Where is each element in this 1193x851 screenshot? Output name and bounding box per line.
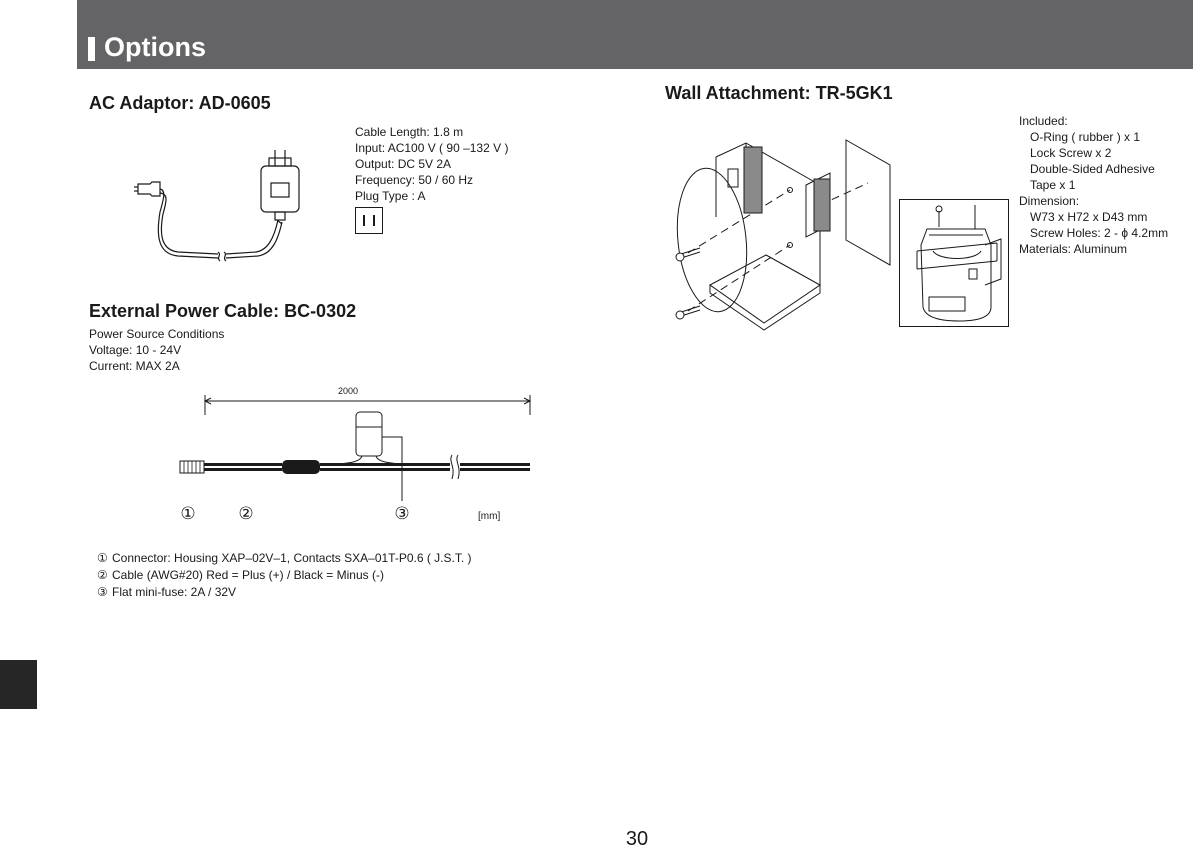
- dimension-label: 2000: [337, 386, 359, 396]
- legend-item: [97, 584, 236, 600]
- condition-line: Voltage: 10 - 24V: [89, 343, 182, 357]
- legend-number: ③: [97, 585, 108, 599]
- header-accent-bar: [88, 37, 95, 61]
- header-bar: [77, 0, 1193, 69]
- legend-number: ②: [97, 568, 108, 582]
- spec-line: Plug Type : A: [355, 189, 426, 203]
- callout-2: ②: [238, 504, 254, 523]
- ac-adaptor-specs: [355, 124, 508, 204]
- power-conditions: [89, 326, 224, 374]
- condition-line: Current: MAX 2A: [89, 359, 180, 373]
- spec-line: Frequency: 50 / 60 Hz: [355, 173, 474, 187]
- spec-line: Included:: [1019, 114, 1068, 128]
- spec-line: O-Ring ( rubber ) x 1: [1030, 130, 1141, 144]
- ac-adaptor-heading: AC Adaptor: AD-0605: [89, 93, 271, 113]
- page-number: 30: [625, 828, 649, 850]
- legend-text: Flat mini-fuse: 2A / 32V: [112, 585, 237, 599]
- spec-line: Cable Length: 1.8 m: [355, 125, 464, 139]
- transmitter-in-attachment-illustration: [899, 199, 1009, 327]
- spec-line: Screw Holes: 2 - ϕ 4.2mm: [1030, 226, 1169, 240]
- callout-1: ①: [180, 504, 196, 523]
- condition-line: Power Source Conditions: [89, 327, 225, 341]
- spec-line: Materials: Aluminum: [1019, 242, 1128, 256]
- unit-label: [mm]: [478, 511, 501, 522]
- legend-item: [97, 550, 472, 566]
- legend-text: Connector: Housing XAP–02V–1, Contacts SXA–01T-P0.6 ( J.S.T. ): [112, 551, 472, 565]
- ac-adaptor-illustration: [130, 140, 330, 270]
- spec-line: Tape x 1: [1030, 178, 1076, 192]
- legend-number: ①: [97, 551, 108, 565]
- power-cable-diagram: [170, 395, 540, 505]
- spec-line: Output: DC 5V 2A: [355, 157, 452, 171]
- spec-line: Input: AC100 V ( 90 –132 V ): [355, 141, 509, 155]
- callout-3: ③: [394, 504, 410, 523]
- legend-text: Cable (AWG#20) Red = Plus (+) / Black = Minus (-): [112, 568, 384, 582]
- page-title: Options: [104, 32, 206, 62]
- legend-item: [97, 567, 384, 583]
- power-cable-heading: External Power Cable: BC-0302: [89, 301, 357, 321]
- spec-line: W73 x H72 x D43 mm: [1030, 210, 1148, 224]
- wall-attachment-illustration: [670, 135, 895, 330]
- plug-type-a-icon: [355, 207, 383, 234]
- spec-line: Double-Sided Adhesive: [1030, 162, 1155, 176]
- wall-attachment-heading: Wall Attachment: TR-5GK1: [665, 83, 893, 103]
- spec-line: Lock Screw x 2: [1030, 146, 1112, 160]
- spec-line: Dimension:: [1019, 194, 1080, 208]
- wall-attachment-specs: [1019, 113, 1168, 257]
- side-tab-marker: [0, 660, 37, 709]
